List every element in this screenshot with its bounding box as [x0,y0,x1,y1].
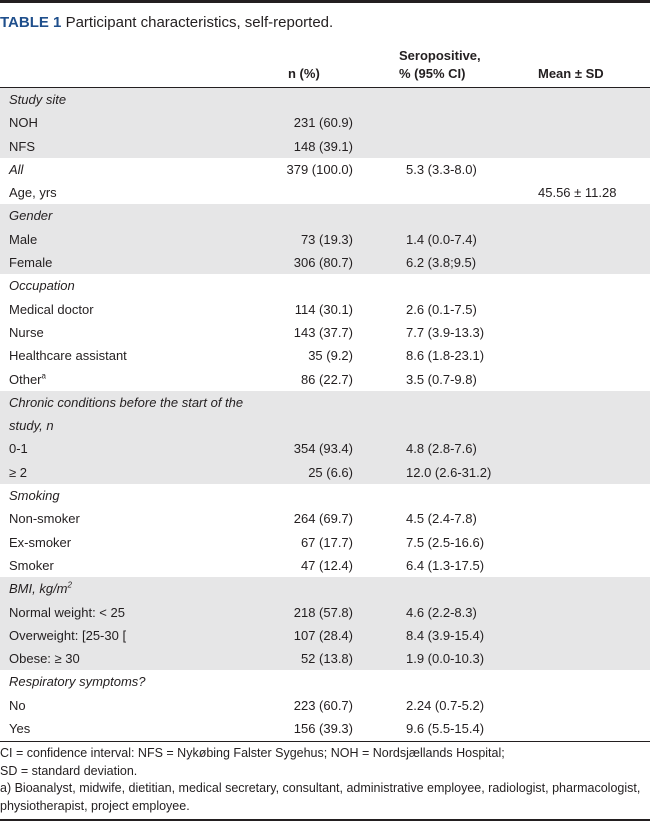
cell-seropositive: 4.8 (2.8-7.6) [406,441,477,457]
cell-n-percent: 67 (17.7) [300,534,353,550]
row-label-text: NOH [9,115,38,131]
row-label [9,298,94,321]
cell-seropositive: 4.5 (2.4-7.8) [406,511,477,527]
table-row [0,298,650,321]
row-label [9,228,37,251]
cell-n-percent: 52 (13.8) [300,651,353,667]
row-label [9,135,35,158]
row-label [9,461,27,484]
table-bottom-rule [0,741,650,742]
footnote-abbreviations-2: SD = standard deviation. [0,763,138,778]
row-label [9,670,146,693]
cell-seropositive: 9.6 (5.5-15.4) [406,721,485,737]
cell-n-percent: 306 (80.7) [293,255,353,271]
cell-n-percent: 143 (37.7) [293,324,353,340]
row-label-text: Gender [9,208,53,224]
row-label [9,437,28,460]
cell-seropositive: 4.6 (2.2-8.3) [406,604,477,620]
cell-seropositive: 2.6 (0.1-7.5) [406,301,477,317]
row-label-text: Ex-smoker [9,534,72,550]
table-header [0,42,650,86]
cell-n-percent: 73 (19.3) [300,231,353,247]
cell-seropositive: 3.5 (0.7-9.8) [406,371,477,387]
cell-seropositive: 1.9 (0.0-10.3) [406,651,485,667]
row-label [9,531,71,554]
row-label-text: NFS [9,138,35,154]
row-label-superscript: 2 [67,580,72,590]
row-label-text: Respiratory symptoms? [9,674,146,690]
table-footnotes [0,745,650,815]
row-label-text: Male [9,231,38,247]
header-seropositive-line1: Seropositive, [399,48,481,63]
cell-seropositive: 5.3 (3.3-8.0) [406,161,477,177]
row-label-text: ≥ 2 [9,464,27,480]
table-group-row [0,88,650,111]
row-label [9,484,60,507]
cell-n-percent: 25 (6.6) [308,464,353,480]
table-row [0,647,650,670]
row-label [9,321,44,344]
row-label-text: Medical doctor [9,301,94,317]
table-row [0,624,650,647]
table-row [0,251,650,274]
table-row [0,601,650,624]
table-row [0,507,650,530]
header-seropositive-line2: % (95% CI) [399,66,466,81]
table-row [0,531,650,554]
cell-seropositive: 7.5 (2.5-16.6) [406,534,485,550]
row-label-text: Obese: ≥ 30 [9,651,80,667]
row-label-text: Age, yrs [9,185,57,201]
table-group-row [0,158,650,181]
row-label [9,368,46,391]
header-n: n (%) [288,66,320,81]
row-label-text: Study site [9,92,67,107]
table-row [0,344,650,367]
table-row [0,321,650,344]
row-label [9,507,80,530]
row-label [9,717,30,740]
row-label [9,391,279,438]
row-label [9,181,57,204]
table-row [0,181,650,204]
table-row [0,228,650,251]
footnote-a: a) Bioanalyst, midwife, dietitian, medical secretary, consultant, administrative employee, radiologist, pharmacologist, physiotherapist, project employee. [0,781,641,813]
table-group-row [0,577,650,600]
row-label-text: Nurse [9,324,44,340]
cell-seropositive: 6.2 (3.8;9.5) [406,255,477,271]
row-label-text: 0-1 [9,441,28,457]
table-row [0,717,650,740]
cell-seropositive: 1.4 (0.0-7.4) [406,231,477,247]
row-label [9,204,52,227]
table-row [0,368,650,391]
row-label [9,694,26,717]
table-caption [0,13,333,33]
table-group-row [0,274,650,297]
row-label-text: Non-smoker [9,511,80,527]
table-row [0,554,650,577]
row-label [9,111,38,134]
row-label [9,554,54,577]
table-row [0,111,650,134]
row-label [9,158,23,181]
row-label [9,88,66,111]
row-label-text: Yes [9,721,31,737]
table-body [0,88,650,740]
cell-n-percent: 231 (60.9) [293,115,353,131]
footnote-abbreviations-1: CI = confidence interval: NFS = Nykøbing Falster Sygehus; NOH = Nordsjællands Hospital; [0,746,505,760]
row-label-text: All [9,161,24,177]
cell-seropositive: 2.24 (0.7-5.2) [406,697,485,713]
table-group-row [0,670,650,693]
cell-n-percent: 264 (69.7) [293,511,353,527]
row-label-text: Other [9,371,42,387]
cell-n-percent: 354 (93.4) [293,441,353,457]
table-row [0,461,650,484]
cell-seropositive: 12.0 (2.6-31.2) [406,464,492,480]
row-label-text: Chronic conditions before the start of the study, n [9,394,244,434]
table-caption-label: TABLE 1 [0,14,62,31]
row-label-text: Smoker [9,557,54,573]
cell-n-percent: 107 (28.4) [293,627,353,643]
table-group-row [0,391,650,438]
top-rule [0,0,650,3]
table-row [0,437,650,460]
end-rule [0,819,650,821]
header-mean-sd: Mean ± SD [538,66,604,81]
row-label [9,251,52,274]
cell-n-percent: 148 (39.1) [293,138,353,154]
cell-seropositive: 8.6 (1.8-23.1) [406,348,485,364]
row-label [9,344,127,367]
cell-n-percent: 47 (12.4) [300,557,353,573]
cell-n-percent: 156 (39.3) [293,721,353,737]
row-label-text: No [9,697,26,713]
row-label [9,577,72,600]
row-label-superscript: a [41,371,46,381]
cell-n-percent: 223 (60.7) [293,697,353,713]
row-label-text: Occupation [9,278,75,294]
row-label-text: Normal weight: < 25 [9,604,125,620]
cell-mean-sd: 45.56 ± 11.28 [538,185,617,201]
row-label-text: Female [9,255,53,271]
cell-seropositive: 8.4 (3.9-15.4) [406,627,485,643]
row-label-text: Healthcare assistant [9,348,127,364]
table-row [0,694,650,717]
cell-n-percent: 114 (30.1) [294,301,353,317]
row-label [9,624,126,647]
cell-n-percent: 218 (57.8) [293,604,353,620]
row-label [9,601,125,624]
cell-seropositive: 6.4 (1.3-17.5) [406,557,485,573]
row-label-text: BMI, kg/m [9,581,68,597]
row-label [9,274,75,297]
cell-n-percent: 379 (100.0) [286,161,353,177]
table-group-row [0,484,650,507]
cell-seropositive: 7.7 (3.9-13.3) [406,324,485,340]
row-label-text: Overweight: [25-30 [ [9,627,127,643]
table-row [0,135,650,158]
table-caption-text: Participant characteristics, self-reported. [65,14,334,31]
cell-n-percent: 86 (22.7) [300,371,353,387]
table-group-row [0,204,650,227]
row-label [9,647,80,670]
cell-n-percent: 35 (9.2) [308,348,353,364]
row-label-text: Smoking [9,488,60,504]
